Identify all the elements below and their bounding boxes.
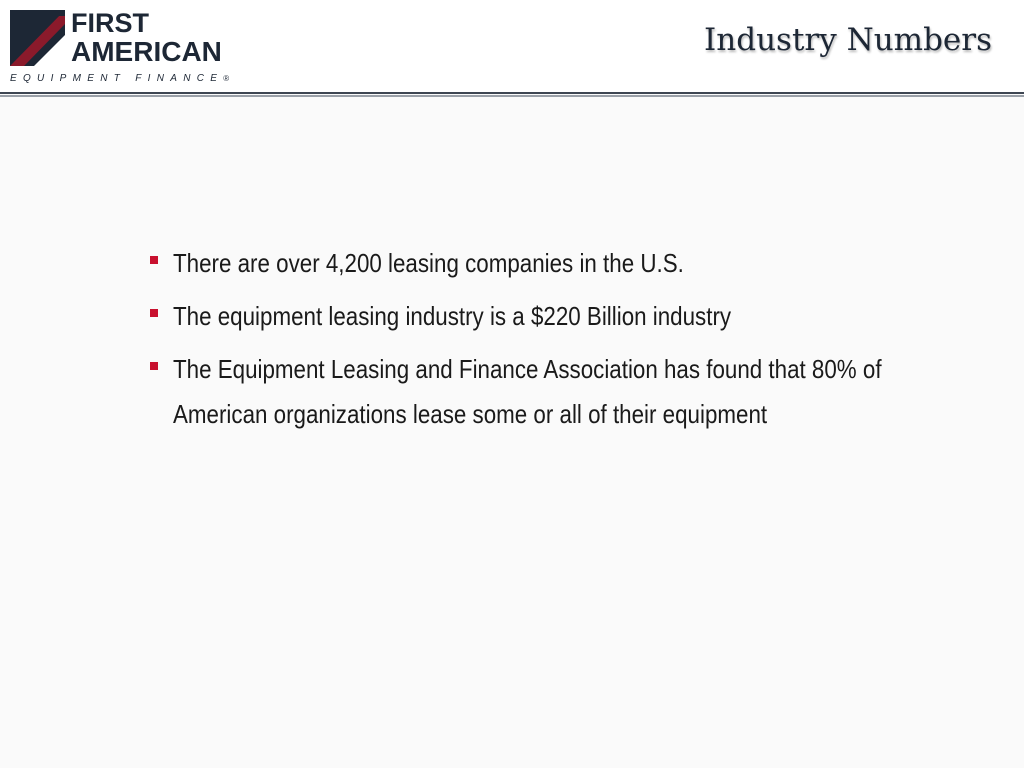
bullet-square-icon: [150, 362, 158, 370]
bullet-item: [148, 241, 978, 286]
logo-word-first: FIRST: [71, 8, 149, 38]
slide-title: Industry Numbers: [704, 22, 992, 58]
bullet-item: [148, 294, 978, 339]
logo-tagline: [10, 73, 229, 84]
logo-tagline-text: EQUIPMENT FINANCE: [10, 73, 224, 84]
bullet-square-icon: [150, 309, 158, 317]
bullet-list: [148, 241, 978, 445]
bullet-text: The Equipment Leasing and Finance Association has found that 80% of American organizations lease some or all of their equipment: [173, 354, 882, 429]
header-divider-dark: [0, 92, 1024, 94]
bullet-text: There are over 4,200 leasing companies in the U.S.: [173, 248, 684, 278]
header-divider-light: [0, 95, 1024, 97]
slide-header: [0, 0, 1024, 92]
logo-word-american: AMERICAN: [71, 36, 222, 67]
bullet-text: The equipment leasing industry is a $220 Billion industry: [173, 301, 732, 331]
logo-mark-icon: [10, 10, 65, 66]
bullet-item: [148, 347, 978, 437]
registered-mark: ®: [223, 74, 230, 83]
company-logo: [10, 10, 250, 90]
bullet-square-icon: [150, 256, 158, 264]
